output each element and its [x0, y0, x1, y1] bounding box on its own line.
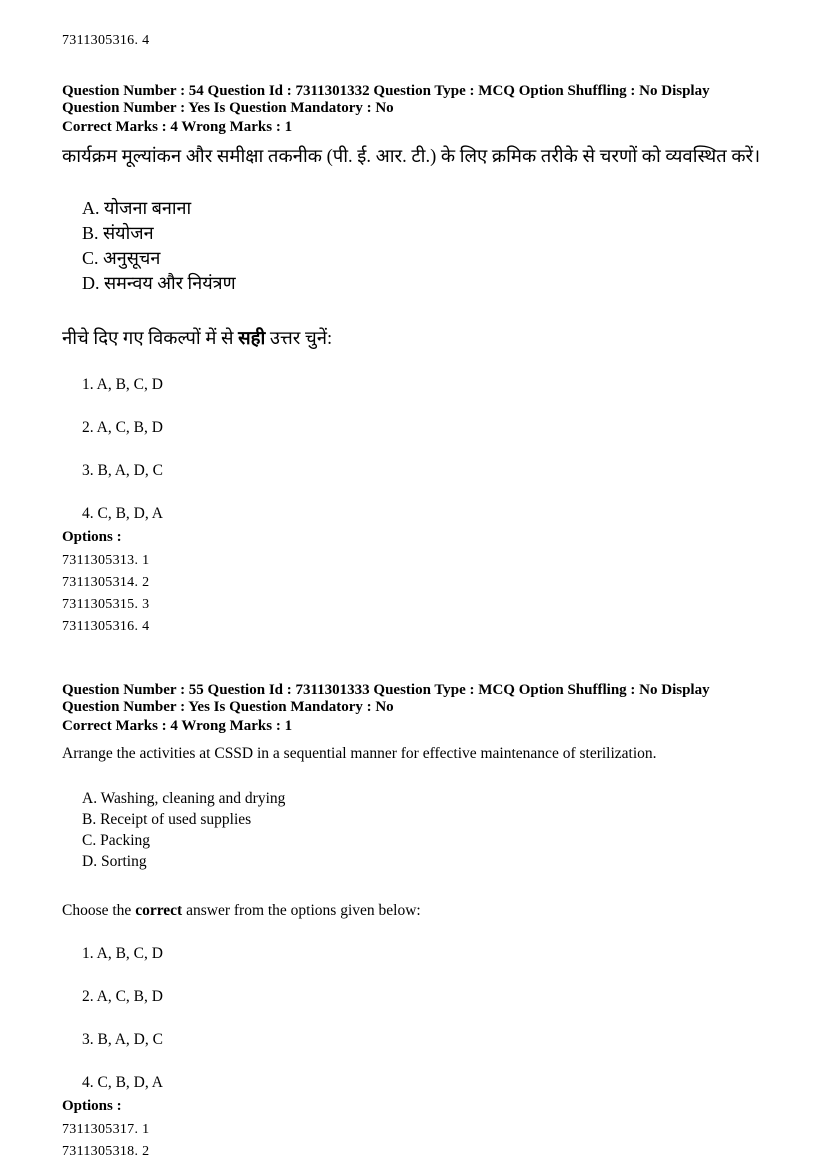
previous-option-id-line: 7311305316. 4 — [62, 33, 150, 48]
question-block-55 — [62, 682, 762, 1163]
question-meta-line: Question Number : 55 Question Id : 7311301333 Question Type : MCQ Option Shuffling : No Display Question Number : Yes Is Question Mandatory : No — [62, 682, 710, 715]
question-marks-line: Correct Marks : 4 Wrong Marks : 1 — [62, 718, 293, 734]
answer-option-2: 2. A, C, B, D — [82, 988, 163, 1005]
answer-option-1: 1. A, B, C, D — [82, 376, 163, 393]
answer-option-4: 4. C, B, D, A — [82, 505, 163, 522]
option-id-1: 7311305317. 1 — [62, 1122, 150, 1137]
question-marks-line: Correct Marks : 4 Wrong Marks : 1 — [62, 119, 293, 135]
sequence-item-d: D. समन्वय और नियंत्रण — [82, 273, 236, 293]
question-meta-line: Question Number : 54 Question Id : 7311301332 Question Type : MCQ Option Shuffling : No Display Question Number : Yes Is Question Mandatory : No — [62, 83, 710, 116]
answer-option-list — [82, 374, 762, 524]
answer-option-3: 3. B, A, D, C — [82, 1031, 163, 1048]
sequence-item-list — [82, 196, 762, 296]
sequence-item-a: A. योजना बनाना — [82, 198, 192, 218]
choose-keyword: सही — [238, 329, 266, 349]
option-id-3: 7311305315. 3 — [62, 597, 150, 612]
sequence-item-b: B. Receipt of used supplies — [82, 811, 252, 828]
choose-instruction — [62, 326, 762, 352]
option-id-2: 7311305318. 2 — [62, 1144, 150, 1159]
choose-suffix: उत्तर चुनें: — [265, 329, 333, 349]
option-id-list — [62, 1119, 762, 1163]
answer-option-2: 2. A, C, B, D — [82, 419, 163, 436]
sequence-item-c: C. Packing — [82, 832, 151, 849]
choose-prefix: नीचे दिए गए विकल्पों में से — [62, 329, 239, 349]
question-text: कार्यक्रम मूल्यांकन और समीक्षा तकनीक (पी. ई. आर. टी.) के लिए क्रमिक तरीके से चरणों को व्यवस्थित करें। — [62, 147, 761, 167]
option-id-list — [62, 550, 762, 638]
answer-option-list — [82, 943, 762, 1093]
option-id-4: 7311305316. 4 — [62, 619, 150, 634]
answer-option-4: 4. C, B, D, A — [82, 1074, 163, 1091]
answer-option-3: 3. B, A, D, C — [82, 462, 163, 479]
sequence-item-c: C. अनुसूचन — [82, 248, 161, 268]
answer-option-1: 1. A, B, C, D — [82, 945, 163, 962]
options-label: Options : — [62, 529, 122, 545]
choose-prefix: Choose the — [62, 902, 136, 919]
sequence-item-list — [82, 788, 762, 872]
choose-keyword: correct — [135, 902, 183, 919]
sequence-item-b: B. संयोजन — [82, 223, 154, 243]
options-label: Options : — [62, 1098, 122, 1114]
choose-suffix: answer from the options given below: — [182, 902, 421, 919]
sequence-item-d: D. Sorting — [82, 853, 147, 870]
question-block-54 — [62, 83, 762, 638]
sequence-item-a: A. Washing, cleaning and drying — [82, 790, 286, 807]
choose-instruction — [62, 900, 762, 921]
option-id-2: 7311305314. 2 — [62, 575, 150, 590]
option-id-1: 7311305313. 1 — [62, 553, 150, 568]
question-text: Arrange the activities at CSSD in a sequential manner for effective maintenance of sterilization. — [62, 745, 657, 762]
